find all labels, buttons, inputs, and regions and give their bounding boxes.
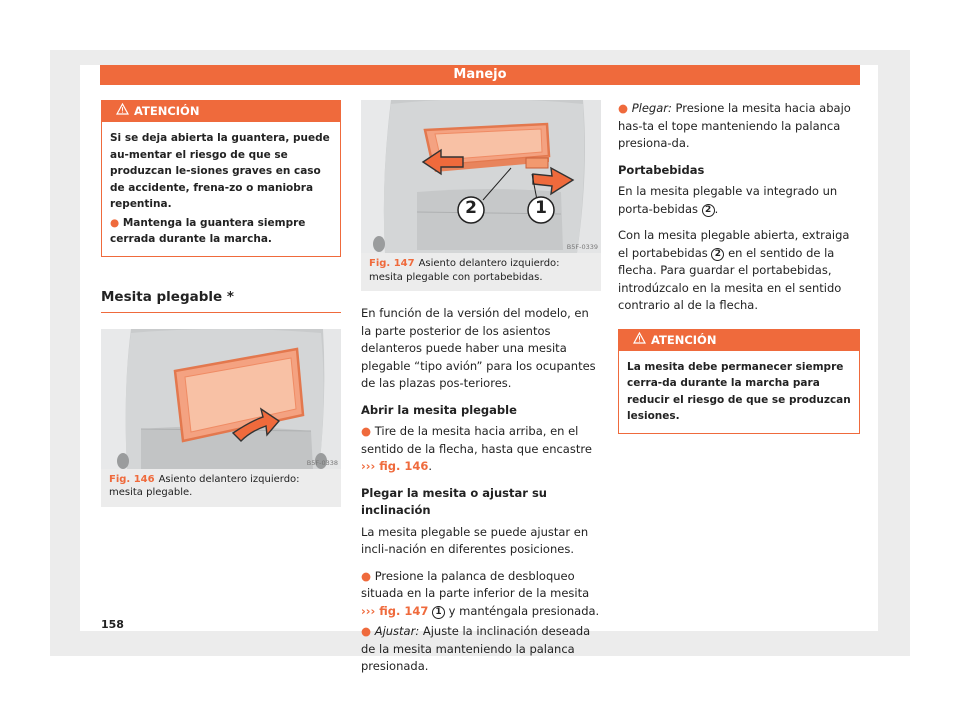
- bullet-icon: ●: [361, 568, 375, 583]
- column-3: [618, 100, 860, 434]
- heading-open: Abrir la mesita plegable: [361, 402, 517, 417]
- warning-bullet: Mantenga la guantera siempre cerrada durante la marcha.: [110, 216, 306, 245]
- bullet-icon: ●: [110, 216, 123, 229]
- figure-147-image: [361, 100, 601, 253]
- figure-code: B5F-0338: [306, 458, 338, 467]
- warning-box: [618, 329, 860, 434]
- figure-label-2: 2: [465, 198, 477, 218]
- callout-number: 1: [432, 606, 445, 619]
- figure-caption: Fig. 146 Asiento delantero izquierdo: mesita plegable.: [101, 469, 341, 507]
- bullet-icon: ●: [361, 624, 375, 638]
- warning-triangle-icon: [633, 330, 646, 351]
- figure-146-image: [101, 329, 341, 469]
- heading-cupholder: Portabebidas: [618, 162, 705, 177]
- page-number: 158: [101, 618, 124, 631]
- figure-reference-link[interactable]: ››› fig. 146: [361, 459, 429, 473]
- callout-number: 2: [711, 248, 724, 261]
- bullet-icon: ●: [618, 101, 632, 115]
- callout-number: 2: [702, 204, 715, 217]
- column-2: [361, 100, 601, 685]
- column-1: [101, 100, 341, 507]
- figure-caption: Fig. 147 Asiento delantero izquierdo: mesita plegable con portabebidas.: [361, 253, 601, 291]
- figure-label-1: 1: [535, 198, 547, 218]
- bullet-icon: ●: [361, 424, 375, 438]
- warning-title: ATENCIÓN: [651, 332, 717, 347]
- warning-triangle-icon: [116, 101, 129, 122]
- intro-paragraph: En función de la versión del modelo, en la parte posterior de los asientos delanteros puede haber una mesita plegable “tipo avión” para los ocupantes de las plazas pos-teriores.: [361, 306, 596, 390]
- figure-146: [101, 329, 341, 507]
- body-text: ● Plegar: Presione la mesita hacia abajo has-ta el tope manteniendo la palanca presiona-da. Portabebidas En la mesita plegable va integrado un porta-bebidas 2 . Con la mesita plegable abierta, extraiga el portabebidas 2 en el sentido de la flecha. Para guardar el portabebidas, introdúzcalo en la mesita en el sentido contrario al de la flecha.: [618, 100, 860, 315]
- section-title: Mesita plegable *: [101, 289, 341, 313]
- figure-code: B5F-0339: [566, 243, 598, 251]
- figure-reference-link[interactable]: ››› fig. 147: [361, 603, 429, 618]
- section-header: Manejo: [100, 65, 860, 85]
- body-text: En función de la versión del modelo, en la parte posterior de los asientos delanteros puede haber una mesita plegable “tipo avión” para los ocupantes de las plazas pos-teriores. Abrir la mesita plegable ● Tire de la mesita hacia arriba, en el sentido de la flecha, hasta que encastre ››› fig. 146. Plegar la mesita o ajustar su inclinación La mesita plegable se puede ajustar en incli-nación en diferentes posiciones. ● Presione la palanca de desbloqueo situada en la parte inferior de la mesita ››› fig. 147 1 y manténgala presionada. ● Ajustar: Ajuste la inclinación deseada de la mesita manteniendo la palanca presionada.: [361, 306, 600, 673]
- warning-box: [101, 100, 341, 257]
- warning-text: La mesita debe permanecer siempre cerra-da durante la marcha para reducir el riesgo de que se produzcan lesiones.: [627, 360, 851, 422]
- heading-fold: Plegar la mesita o ajustar su inclinación: [361, 485, 547, 517]
- figure-147: [361, 100, 601, 291]
- warning-text: Si se deja abierta la guantera, puede au-mentar el riesgo de que se produzcan le-siones graves en caso de accidente, frena-zo o maniobra repentina.: [110, 132, 330, 210]
- warning-title: ATENCIÓN: [134, 104, 200, 118]
